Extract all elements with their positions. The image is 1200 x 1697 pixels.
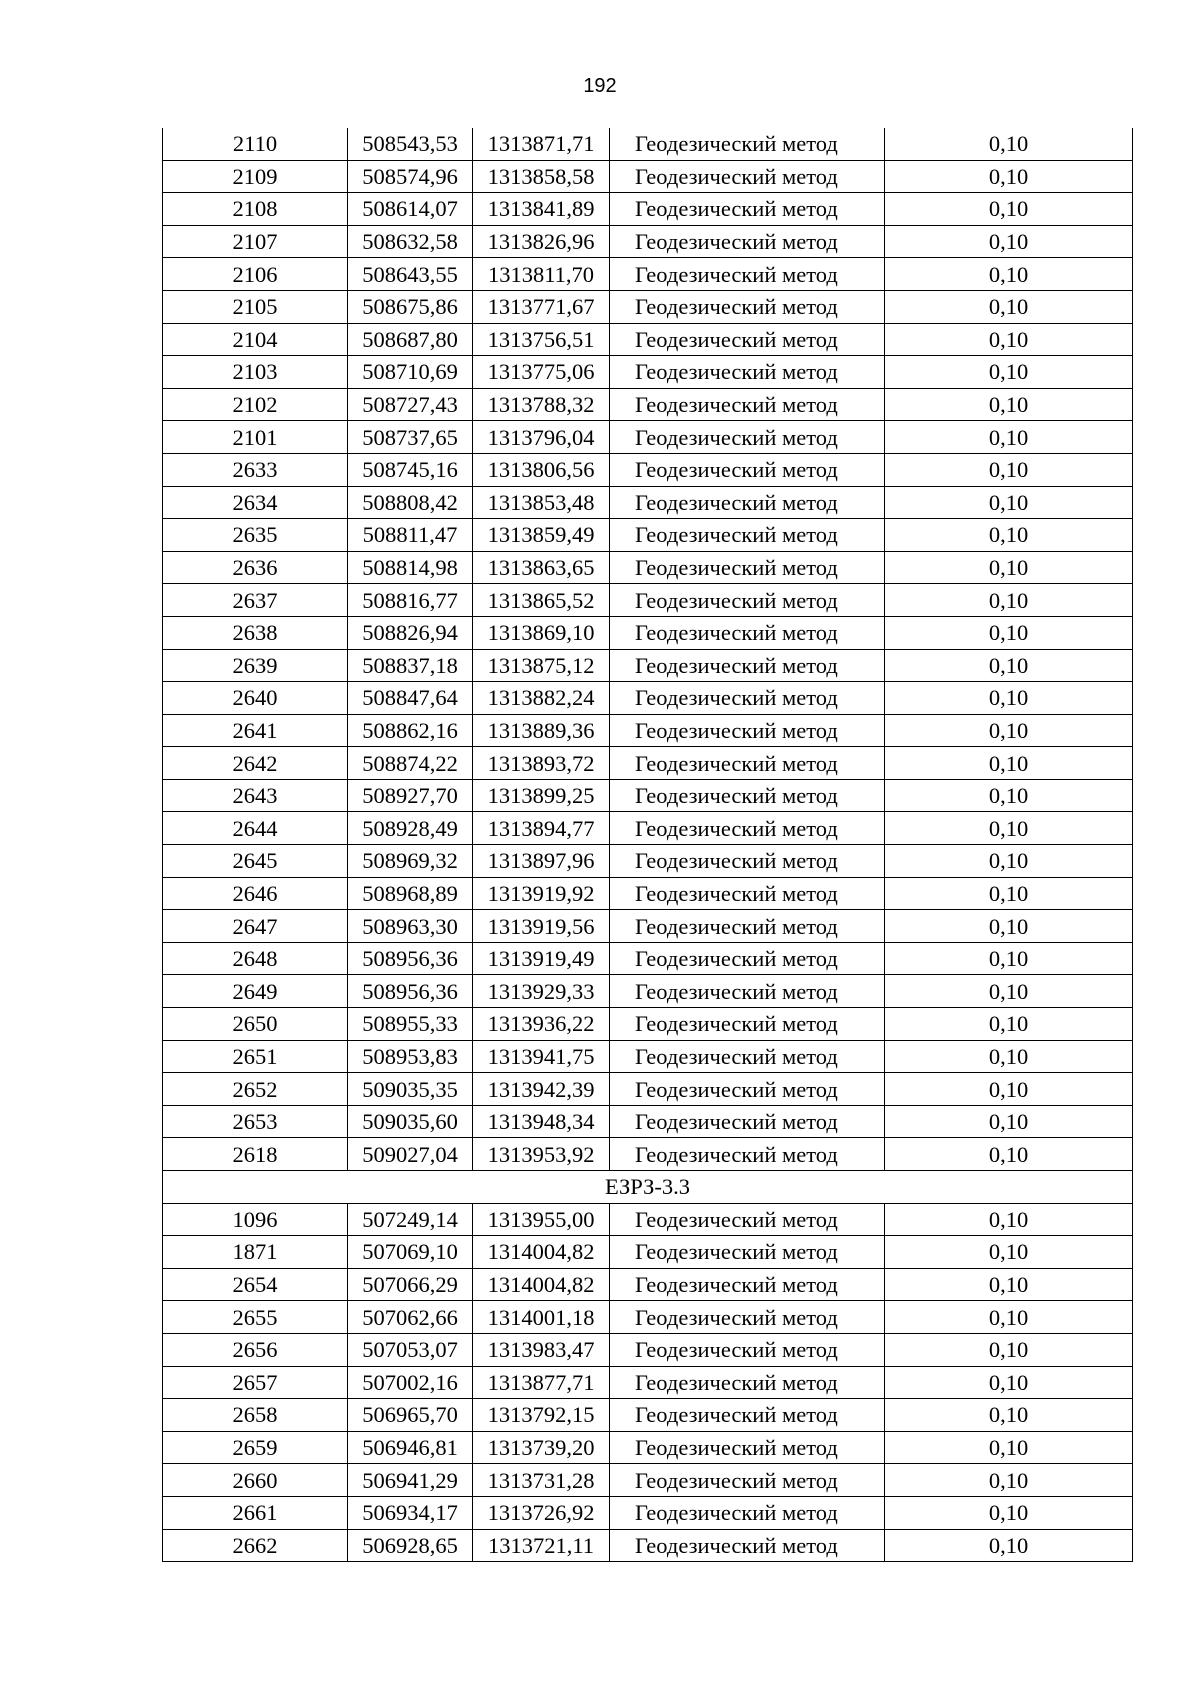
- y-coordinate-cell: 1313894,77: [473, 812, 610, 845]
- y-coordinate-cell: 1313726,92: [473, 1496, 610, 1529]
- precision-cell: 0,10: [885, 519, 1133, 552]
- table-row: [163, 1496, 1133, 1529]
- point-number-cell: 2650: [163, 1008, 348, 1041]
- x-coordinate-cell: 508574,96: [348, 160, 473, 193]
- precision-cell: 0,10: [885, 747, 1133, 780]
- method-cell: Геодезический метод: [610, 682, 885, 715]
- point-number-cell: 2110: [163, 128, 348, 160]
- table-row: [163, 421, 1133, 454]
- point-number-cell: 2646: [163, 877, 348, 910]
- precision-cell: 0,10: [885, 1529, 1133, 1562]
- y-coordinate-cell: 1314001,18: [473, 1301, 610, 1334]
- precision-cell: 0,10: [885, 160, 1133, 193]
- y-coordinate-cell: 1313955,00: [473, 1203, 610, 1236]
- method-cell: Геодезический метод: [610, 779, 885, 812]
- point-number-cell: 2635: [163, 519, 348, 552]
- method-cell: Геодезический метод: [610, 128, 885, 160]
- point-number-cell: 2641: [163, 714, 348, 747]
- x-coordinate-cell: 508643,55: [348, 258, 473, 291]
- x-coordinate-cell: 508956,36: [348, 975, 473, 1008]
- y-coordinate-cell: 1313869,10: [473, 616, 610, 649]
- point-number-cell: 2633: [163, 453, 348, 486]
- method-cell: Геодезический метод: [610, 1366, 885, 1399]
- x-coordinate-cell: 508632,58: [348, 225, 473, 258]
- point-number-cell: 2648: [163, 942, 348, 975]
- method-cell: Геодезический метод: [610, 519, 885, 552]
- table-row: [163, 584, 1133, 617]
- y-coordinate-cell: 1313826,96: [473, 225, 610, 258]
- precision-cell: 0,10: [885, 225, 1133, 258]
- method-cell: Геодезический метод: [610, 812, 885, 845]
- point-number-cell: 2103: [163, 356, 348, 389]
- method-cell: Геодезический метод: [610, 649, 885, 682]
- method-cell: Геодезический метод: [610, 1431, 885, 1464]
- method-cell: Геодезический метод: [610, 258, 885, 291]
- point-number-cell: 2649: [163, 975, 348, 1008]
- coordinates-table-body: [163, 128, 1133, 1562]
- x-coordinate-cell: 507249,14: [348, 1203, 473, 1236]
- point-number-cell: 2657: [163, 1366, 348, 1399]
- precision-cell: 0,10: [885, 682, 1133, 715]
- point-number-cell: 2102: [163, 388, 348, 421]
- precision-cell: 0,10: [885, 290, 1133, 323]
- x-coordinate-cell: 508837,18: [348, 649, 473, 682]
- method-cell: Геодезический метод: [610, 1105, 885, 1138]
- precision-cell: 0,10: [885, 1105, 1133, 1138]
- method-cell: Геодезический метод: [610, 1236, 885, 1269]
- y-coordinate-cell: 1313919,92: [473, 877, 610, 910]
- table-row: [163, 519, 1133, 552]
- precision-cell: 0,10: [885, 845, 1133, 878]
- method-cell: Геодезический метод: [610, 225, 885, 258]
- x-coordinate-cell: 508710,69: [348, 356, 473, 389]
- method-cell: Геодезический метод: [610, 714, 885, 747]
- point-number-cell: 2634: [163, 486, 348, 519]
- x-coordinate-cell: 507053,07: [348, 1333, 473, 1366]
- x-coordinate-cell: 508808,42: [348, 486, 473, 519]
- method-cell: Геодезический метод: [610, 1040, 885, 1073]
- point-number-cell: 1871: [163, 1236, 348, 1269]
- point-number-cell: 2108: [163, 193, 348, 226]
- y-coordinate-cell: 1313796,04: [473, 421, 610, 454]
- y-coordinate-cell: 1313942,39: [473, 1073, 610, 1106]
- table-row: [163, 1366, 1133, 1399]
- x-coordinate-cell: 508968,89: [348, 877, 473, 910]
- table-row: [163, 1301, 1133, 1334]
- precision-cell: 0,10: [885, 616, 1133, 649]
- section-title: ЕЗРЗ-3.3: [163, 1171, 1133, 1204]
- point-number-cell: 2655: [163, 1301, 348, 1334]
- x-coordinate-cell: 508745,16: [348, 453, 473, 486]
- method-cell: Геодезический метод: [610, 1203, 885, 1236]
- x-coordinate-cell: 508811,47: [348, 519, 473, 552]
- y-coordinate-cell: 1313863,65: [473, 551, 610, 584]
- method-cell: Геодезический метод: [610, 1496, 885, 1529]
- x-coordinate-cell: 507002,16: [348, 1366, 473, 1399]
- x-coordinate-cell: 508956,36: [348, 942, 473, 975]
- x-coordinate-cell: 508816,77: [348, 584, 473, 617]
- table-row: [163, 225, 1133, 258]
- precision-cell: 0,10: [885, 812, 1133, 845]
- x-coordinate-cell: 506934,17: [348, 1496, 473, 1529]
- x-coordinate-cell: 508687,80: [348, 323, 473, 356]
- x-coordinate-cell: 508927,70: [348, 779, 473, 812]
- table-row: [163, 453, 1133, 486]
- y-coordinate-cell: 1313792,15: [473, 1399, 610, 1432]
- point-number-cell: 2107: [163, 225, 348, 258]
- y-coordinate-cell: 1313775,06: [473, 356, 610, 389]
- precision-cell: 0,10: [885, 1236, 1133, 1269]
- table-row: [163, 877, 1133, 910]
- method-cell: Геодезический метод: [610, 584, 885, 617]
- precision-cell: 0,10: [885, 323, 1133, 356]
- y-coordinate-cell: 1313871,71: [473, 128, 610, 160]
- x-coordinate-cell: 509027,04: [348, 1138, 473, 1171]
- point-number-cell: 2660: [163, 1464, 348, 1497]
- y-coordinate-cell: 1314004,82: [473, 1268, 610, 1301]
- point-number-cell: 2105: [163, 290, 348, 323]
- method-cell: Геодезический метод: [610, 1268, 885, 1301]
- precision-cell: 0,10: [885, 1301, 1133, 1334]
- y-coordinate-cell: 1313953,92: [473, 1138, 610, 1171]
- y-coordinate-cell: 1313899,25: [473, 779, 610, 812]
- point-number-cell: 2662: [163, 1529, 348, 1562]
- table-row: [163, 128, 1133, 160]
- precision-cell: 0,10: [885, 584, 1133, 617]
- method-cell: Геодезический метод: [610, 290, 885, 323]
- point-number-cell: 1096: [163, 1203, 348, 1236]
- x-coordinate-cell: 508847,64: [348, 682, 473, 715]
- x-coordinate-cell: 508862,16: [348, 714, 473, 747]
- x-coordinate-cell: 509035,35: [348, 1073, 473, 1106]
- x-coordinate-cell: 508727,43: [348, 388, 473, 421]
- x-coordinate-cell: 506941,29: [348, 1464, 473, 1497]
- method-cell: Геодезический метод: [610, 1529, 885, 1562]
- table-row: [163, 1073, 1133, 1106]
- table-row: [163, 910, 1133, 943]
- table-row: [163, 747, 1133, 780]
- y-coordinate-cell: 1313919,49: [473, 942, 610, 975]
- precision-cell: 0,10: [885, 1073, 1133, 1106]
- precision-cell: 0,10: [885, 1366, 1133, 1399]
- precision-cell: 0,10: [885, 1496, 1133, 1529]
- point-number-cell: 2644: [163, 812, 348, 845]
- y-coordinate-cell: 1313948,34: [473, 1105, 610, 1138]
- method-cell: Геодезический метод: [610, 1073, 885, 1106]
- y-coordinate-cell: 1313893,72: [473, 747, 610, 780]
- table-row: [163, 323, 1133, 356]
- y-coordinate-cell: 1313811,70: [473, 258, 610, 291]
- precision-cell: 0,10: [885, 486, 1133, 519]
- point-number-cell: 2654: [163, 1268, 348, 1301]
- y-coordinate-cell: 1313936,22: [473, 1008, 610, 1041]
- precision-cell: 0,10: [885, 128, 1133, 160]
- y-coordinate-cell: 1313806,56: [473, 453, 610, 486]
- y-coordinate-cell: 1313853,48: [473, 486, 610, 519]
- method-cell: Геодезический метод: [610, 616, 885, 649]
- x-coordinate-cell: 506928,65: [348, 1529, 473, 1562]
- precision-cell: 0,10: [885, 910, 1133, 943]
- table-row: [163, 193, 1133, 226]
- table-row: [163, 1529, 1133, 1562]
- y-coordinate-cell: 1313731,28: [473, 1464, 610, 1497]
- y-coordinate-cell: 1313865,52: [473, 584, 610, 617]
- table-row: [163, 1105, 1133, 1138]
- precision-cell: 0,10: [885, 1138, 1133, 1171]
- page-number: 192: [583, 75, 617, 97]
- method-cell: Геодезический метод: [610, 910, 885, 943]
- method-cell: Геодезический метод: [610, 877, 885, 910]
- method-cell: Геодезический метод: [610, 486, 885, 519]
- precision-cell: 0,10: [885, 877, 1133, 910]
- point-number-cell: 2638: [163, 616, 348, 649]
- x-coordinate-cell: 508675,86: [348, 290, 473, 323]
- x-coordinate-cell: 506965,70: [348, 1399, 473, 1432]
- y-coordinate-cell: 1313941,75: [473, 1040, 610, 1073]
- x-coordinate-cell: 508874,22: [348, 747, 473, 780]
- x-coordinate-cell: 508543,53: [348, 128, 473, 160]
- point-number-cell: 2636: [163, 551, 348, 584]
- precision-cell: 0,10: [885, 453, 1133, 486]
- y-coordinate-cell: 1313858,58: [473, 160, 610, 193]
- point-number-cell: 2647: [163, 910, 348, 943]
- x-coordinate-cell: 508963,30: [348, 910, 473, 943]
- precision-cell: 0,10: [885, 1333, 1133, 1366]
- table-row: [163, 714, 1133, 747]
- table-row: [163, 1138, 1133, 1171]
- table-row: [163, 616, 1133, 649]
- precision-cell: 0,10: [885, 1268, 1133, 1301]
- x-coordinate-cell: 507066,29: [348, 1268, 473, 1301]
- y-coordinate-cell: 1313875,12: [473, 649, 610, 682]
- table-row: [163, 356, 1133, 389]
- point-number-cell: 2104: [163, 323, 348, 356]
- precision-cell: 0,10: [885, 1008, 1133, 1041]
- y-coordinate-cell: 1313721,11: [473, 1529, 610, 1562]
- x-coordinate-cell: 508814,98: [348, 551, 473, 584]
- y-coordinate-cell: 1313771,67: [473, 290, 610, 323]
- point-number-cell: 2618: [163, 1138, 348, 1171]
- point-number-cell: 2653: [163, 1105, 348, 1138]
- table-row: [163, 1040, 1133, 1073]
- point-number-cell: 2639: [163, 649, 348, 682]
- point-number-cell: 2101: [163, 421, 348, 454]
- point-number-cell: 2656: [163, 1333, 348, 1366]
- table-row: [163, 1236, 1133, 1269]
- method-cell: Геодезический метод: [610, 453, 885, 486]
- method-cell: Геодезический метод: [610, 1301, 885, 1334]
- table-row: [163, 160, 1133, 193]
- x-coordinate-cell: 508928,49: [348, 812, 473, 845]
- method-cell: Геодезический метод: [610, 193, 885, 226]
- precision-cell: 0,10: [885, 1203, 1133, 1236]
- table-row: [163, 388, 1133, 421]
- y-coordinate-cell: 1313889,36: [473, 714, 610, 747]
- table-row: [163, 258, 1133, 291]
- x-coordinate-cell: 506946,81: [348, 1431, 473, 1464]
- method-cell: Геодезический метод: [610, 388, 885, 421]
- point-number-cell: 2106: [163, 258, 348, 291]
- table-row: [163, 975, 1133, 1008]
- table-row: [163, 1464, 1133, 1497]
- point-number-cell: 2637: [163, 584, 348, 617]
- x-coordinate-cell: 508953,83: [348, 1040, 473, 1073]
- section-header-row: [163, 1171, 1133, 1204]
- coordinates-table: [162, 128, 1133, 1562]
- precision-cell: 0,10: [885, 1431, 1133, 1464]
- method-cell: Геодезический метод: [610, 421, 885, 454]
- y-coordinate-cell: 1313877,71: [473, 1366, 610, 1399]
- method-cell: Геодезический метод: [610, 975, 885, 1008]
- point-number-cell: 2661: [163, 1496, 348, 1529]
- precision-cell: 0,10: [885, 258, 1133, 291]
- point-number-cell: 2640: [163, 682, 348, 715]
- y-coordinate-cell: 1313897,96: [473, 845, 610, 878]
- method-cell: Геодезический метод: [610, 845, 885, 878]
- method-cell: Геодезический метод: [610, 323, 885, 356]
- precision-cell: 0,10: [885, 1040, 1133, 1073]
- precision-cell: 0,10: [885, 551, 1133, 584]
- point-number-cell: 2652: [163, 1073, 348, 1106]
- table-row: [163, 682, 1133, 715]
- precision-cell: 0,10: [885, 421, 1133, 454]
- table-row: [163, 290, 1133, 323]
- x-coordinate-cell: 509035,60: [348, 1105, 473, 1138]
- point-number-cell: 2659: [163, 1431, 348, 1464]
- table-row: [163, 649, 1133, 682]
- point-number-cell: 2645: [163, 845, 348, 878]
- table-row: [163, 1268, 1133, 1301]
- precision-cell: 0,10: [885, 779, 1133, 812]
- x-coordinate-cell: 507069,10: [348, 1236, 473, 1269]
- x-coordinate-cell: 508969,32: [348, 845, 473, 878]
- y-coordinate-cell: 1314004,82: [473, 1236, 610, 1269]
- method-cell: Геодезический метод: [610, 356, 885, 389]
- y-coordinate-cell: 1313983,47: [473, 1333, 610, 1366]
- method-cell: Геодезический метод: [610, 1464, 885, 1497]
- table-row: [163, 812, 1133, 845]
- table-row: [163, 1203, 1133, 1236]
- precision-cell: 0,10: [885, 1464, 1133, 1497]
- table-row: [163, 1399, 1133, 1432]
- table-row: [163, 1333, 1133, 1366]
- method-cell: Геодезический метод: [610, 1008, 885, 1041]
- point-number-cell: 2643: [163, 779, 348, 812]
- table-row: [163, 779, 1133, 812]
- table-row: [163, 845, 1133, 878]
- y-coordinate-cell: 1313919,56: [473, 910, 610, 943]
- table-row: [163, 486, 1133, 519]
- method-cell: Геодезический метод: [610, 747, 885, 780]
- x-coordinate-cell: 507062,66: [348, 1301, 473, 1334]
- y-coordinate-cell: 1313756,51: [473, 323, 610, 356]
- x-coordinate-cell: 508955,33: [348, 1008, 473, 1041]
- y-coordinate-cell: 1313882,24: [473, 682, 610, 715]
- point-number-cell: 2658: [163, 1399, 348, 1432]
- precision-cell: 0,10: [885, 1399, 1133, 1432]
- precision-cell: 0,10: [885, 388, 1133, 421]
- x-coordinate-cell: 508737,65: [348, 421, 473, 454]
- y-coordinate-cell: 1313841,89: [473, 193, 610, 226]
- x-coordinate-cell: 508614,07: [348, 193, 473, 226]
- precision-cell: 0,10: [885, 714, 1133, 747]
- method-cell: Геодезический метод: [610, 551, 885, 584]
- method-cell: Геодезический метод: [610, 1399, 885, 1432]
- y-coordinate-cell: 1313788,32: [473, 388, 610, 421]
- table-row: [163, 551, 1133, 584]
- y-coordinate-cell: 1313859,49: [473, 519, 610, 552]
- method-cell: Геодезический метод: [610, 1333, 885, 1366]
- table-row: [163, 942, 1133, 975]
- precision-cell: 0,10: [885, 193, 1133, 226]
- y-coordinate-cell: 1313739,20: [473, 1431, 610, 1464]
- method-cell: Геодезический метод: [610, 1138, 885, 1171]
- precision-cell: 0,10: [885, 356, 1133, 389]
- y-coordinate-cell: 1313929,33: [473, 975, 610, 1008]
- point-number-cell: 2109: [163, 160, 348, 193]
- table-row: [163, 1008, 1133, 1041]
- point-number-cell: 2642: [163, 747, 348, 780]
- table-row: [163, 1431, 1133, 1464]
- precision-cell: 0,10: [885, 649, 1133, 682]
- precision-cell: 0,10: [885, 942, 1133, 975]
- x-coordinate-cell: 508826,94: [348, 616, 473, 649]
- method-cell: Геодезический метод: [610, 942, 885, 975]
- method-cell: Геодезический метод: [610, 160, 885, 193]
- precision-cell: 0,10: [885, 975, 1133, 1008]
- point-number-cell: 2651: [163, 1040, 348, 1073]
